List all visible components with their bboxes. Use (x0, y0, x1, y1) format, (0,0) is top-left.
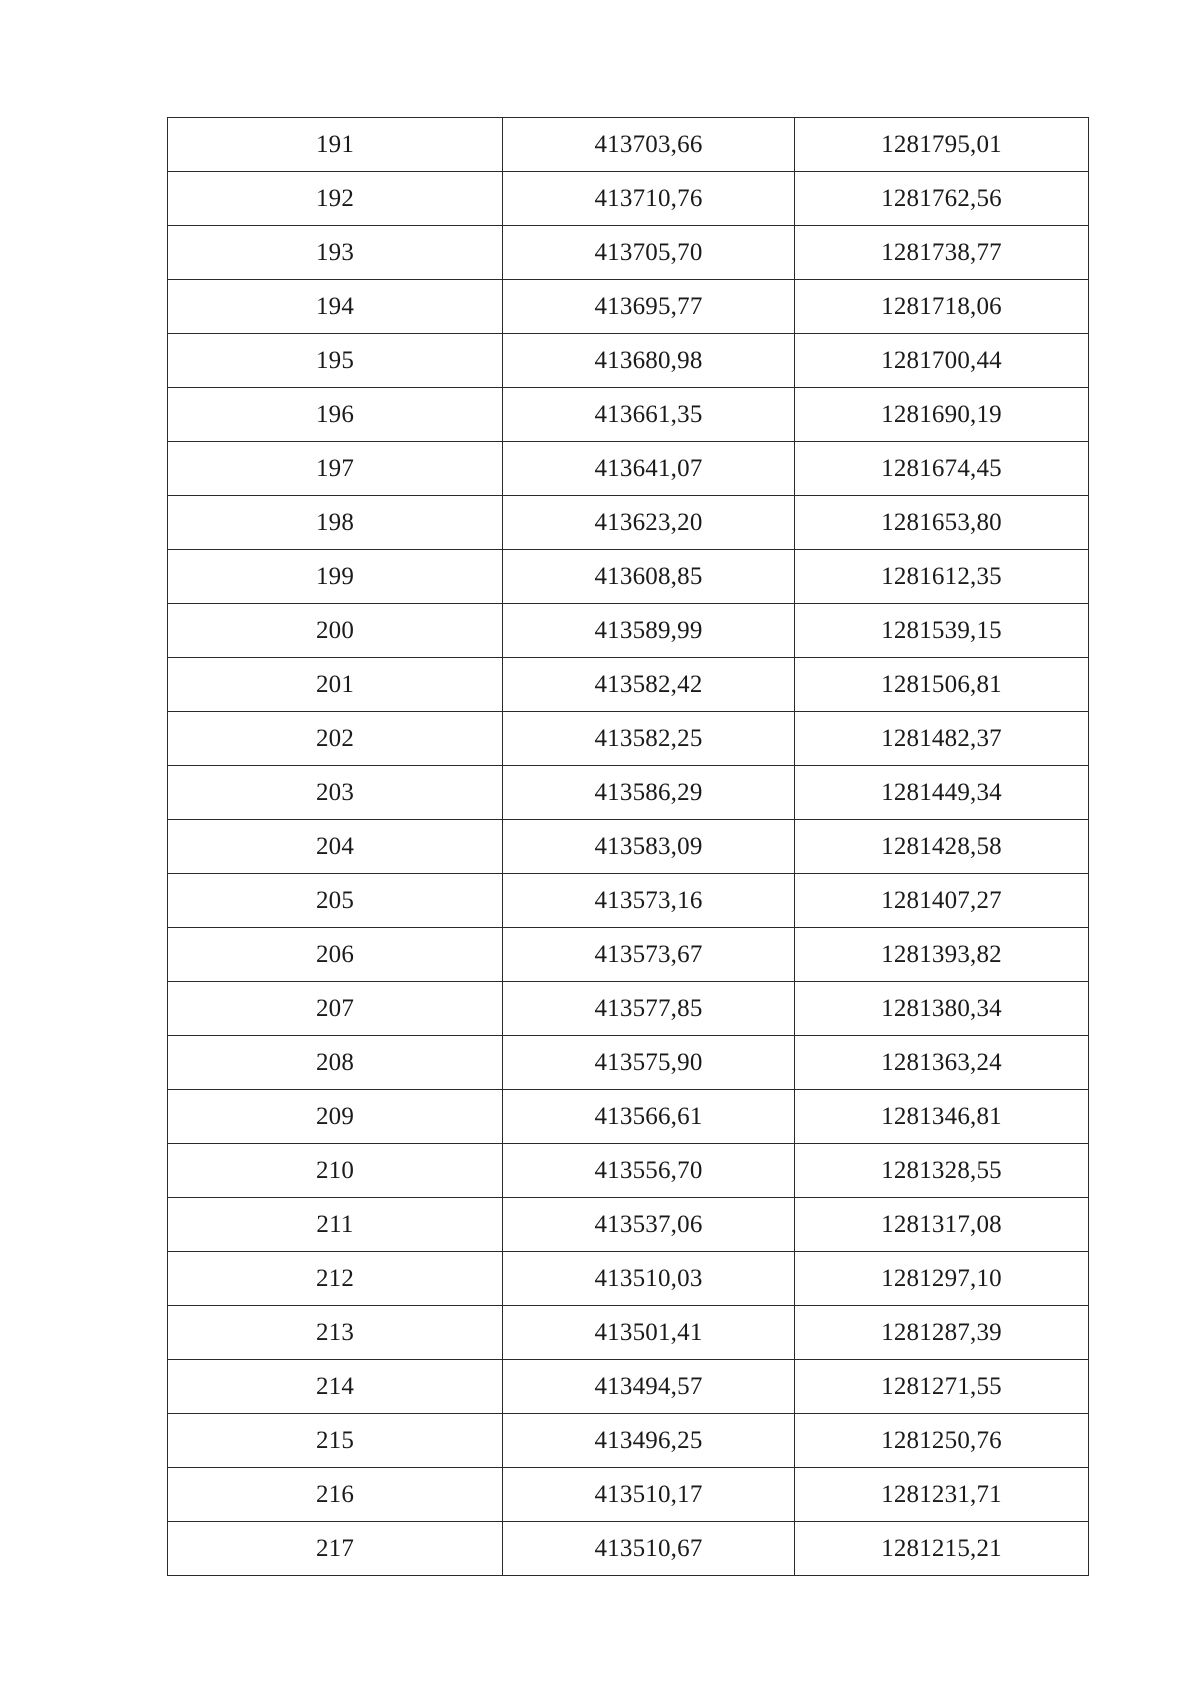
y-coordinate-cell: 1281250,76 (795, 1414, 1089, 1468)
point-number-cell: 212 (168, 1252, 503, 1306)
point-number-cell: 205 (168, 874, 503, 928)
y-coordinate-cell: 1281762,56 (795, 172, 1089, 226)
x-coordinate-cell: 413582,42 (503, 658, 795, 712)
point-number-cell: 204 (168, 820, 503, 874)
point-number-cell: 197 (168, 442, 503, 496)
y-coordinate-cell: 1281795,01 (795, 118, 1089, 172)
x-coordinate-cell: 413695,77 (503, 280, 795, 334)
y-coordinate-cell: 1281482,37 (795, 712, 1089, 766)
y-coordinate-cell: 1281297,10 (795, 1252, 1089, 1306)
table-row (168, 334, 1089, 388)
x-coordinate-cell: 413496,25 (503, 1414, 795, 1468)
table-row (168, 712, 1089, 766)
table-row (168, 496, 1089, 550)
point-number-cell: 214 (168, 1360, 503, 1414)
table-row (168, 550, 1089, 604)
point-number-cell: 208 (168, 1036, 503, 1090)
y-coordinate-cell: 1281674,45 (795, 442, 1089, 496)
y-coordinate-cell: 1281363,24 (795, 1036, 1089, 1090)
x-coordinate-cell: 413556,70 (503, 1144, 795, 1198)
y-coordinate-cell: 1281287,39 (795, 1306, 1089, 1360)
x-coordinate-cell: 413582,25 (503, 712, 795, 766)
y-coordinate-cell: 1281449,34 (795, 766, 1089, 820)
table-row (168, 1414, 1089, 1468)
x-coordinate-cell: 413586,29 (503, 766, 795, 820)
x-coordinate-cell: 413589,99 (503, 604, 795, 658)
x-coordinate-cell: 413573,67 (503, 928, 795, 982)
table-row (168, 820, 1089, 874)
point-number-cell: 206 (168, 928, 503, 982)
x-coordinate-cell: 413510,67 (503, 1522, 795, 1576)
point-number-cell: 211 (168, 1198, 503, 1252)
point-number-cell: 200 (168, 604, 503, 658)
coordinates-table (167, 117, 1089, 1576)
x-coordinate-cell: 413661,35 (503, 388, 795, 442)
y-coordinate-cell: 1281738,77 (795, 226, 1089, 280)
x-coordinate-cell: 413703,66 (503, 118, 795, 172)
y-coordinate-cell: 1281380,34 (795, 982, 1089, 1036)
table-row (168, 280, 1089, 334)
y-coordinate-cell: 1281346,81 (795, 1090, 1089, 1144)
x-coordinate-cell: 413573,16 (503, 874, 795, 928)
y-coordinate-cell: 1281407,27 (795, 874, 1089, 928)
table-row (168, 1306, 1089, 1360)
x-coordinate-cell: 413608,85 (503, 550, 795, 604)
table-row (168, 226, 1089, 280)
x-coordinate-cell: 413510,17 (503, 1468, 795, 1522)
x-coordinate-cell: 413705,70 (503, 226, 795, 280)
y-coordinate-cell: 1281653,80 (795, 496, 1089, 550)
table-row (168, 1198, 1089, 1252)
point-number-cell: 215 (168, 1414, 503, 1468)
x-coordinate-cell: 413537,06 (503, 1198, 795, 1252)
point-number-cell: 209 (168, 1090, 503, 1144)
point-number-cell: 191 (168, 118, 503, 172)
y-coordinate-cell: 1281612,35 (795, 550, 1089, 604)
point-number-cell: 207 (168, 982, 503, 1036)
x-coordinate-cell: 413510,03 (503, 1252, 795, 1306)
table-row (168, 1036, 1089, 1090)
point-number-cell: 202 (168, 712, 503, 766)
table-row (168, 442, 1089, 496)
table-row (168, 118, 1089, 172)
y-coordinate-cell: 1281317,08 (795, 1198, 1089, 1252)
point-number-cell: 196 (168, 388, 503, 442)
y-coordinate-cell: 1281539,15 (795, 604, 1089, 658)
table-row (168, 1144, 1089, 1198)
x-coordinate-cell: 413494,57 (503, 1360, 795, 1414)
table-row (168, 982, 1089, 1036)
y-coordinate-cell: 1281700,44 (795, 334, 1089, 388)
y-coordinate-cell: 1281231,71 (795, 1468, 1089, 1522)
point-number-cell: 198 (168, 496, 503, 550)
table-row (168, 388, 1089, 442)
x-coordinate-cell: 413566,61 (503, 1090, 795, 1144)
table-row (168, 1468, 1089, 1522)
point-number-cell: 217 (168, 1522, 503, 1576)
table-row (168, 1522, 1089, 1576)
point-number-cell: 194 (168, 280, 503, 334)
table-row (168, 1360, 1089, 1414)
table-row (168, 604, 1089, 658)
x-coordinate-cell: 413575,90 (503, 1036, 795, 1090)
x-coordinate-cell: 413710,76 (503, 172, 795, 226)
table-row (168, 874, 1089, 928)
point-number-cell: 213 (168, 1306, 503, 1360)
x-coordinate-cell: 413641,07 (503, 442, 795, 496)
point-number-cell: 201 (168, 658, 503, 712)
x-coordinate-cell: 413680,98 (503, 334, 795, 388)
table-row (168, 928, 1089, 982)
point-number-cell: 193 (168, 226, 503, 280)
y-coordinate-cell: 1281506,81 (795, 658, 1089, 712)
x-coordinate-cell: 413577,85 (503, 982, 795, 1036)
y-coordinate-cell: 1281271,55 (795, 1360, 1089, 1414)
y-coordinate-cell: 1281328,55 (795, 1144, 1089, 1198)
table-row (168, 172, 1089, 226)
table-row (168, 1090, 1089, 1144)
table-row (168, 658, 1089, 712)
point-number-cell: 199 (168, 550, 503, 604)
x-coordinate-cell: 413583,09 (503, 820, 795, 874)
y-coordinate-cell: 1281428,58 (795, 820, 1089, 874)
x-coordinate-cell: 413623,20 (503, 496, 795, 550)
table-row (168, 1252, 1089, 1306)
coordinates-table-body (168, 118, 1089, 1576)
point-number-cell: 210 (168, 1144, 503, 1198)
y-coordinate-cell: 1281718,06 (795, 280, 1089, 334)
point-number-cell: 192 (168, 172, 503, 226)
point-number-cell: 203 (168, 766, 503, 820)
y-coordinate-cell: 1281393,82 (795, 928, 1089, 982)
point-number-cell: 195 (168, 334, 503, 388)
x-coordinate-cell: 413501,41 (503, 1306, 795, 1360)
table-row (168, 766, 1089, 820)
point-number-cell: 216 (168, 1468, 503, 1522)
y-coordinate-cell: 1281690,19 (795, 388, 1089, 442)
y-coordinate-cell: 1281215,21 (795, 1522, 1089, 1576)
